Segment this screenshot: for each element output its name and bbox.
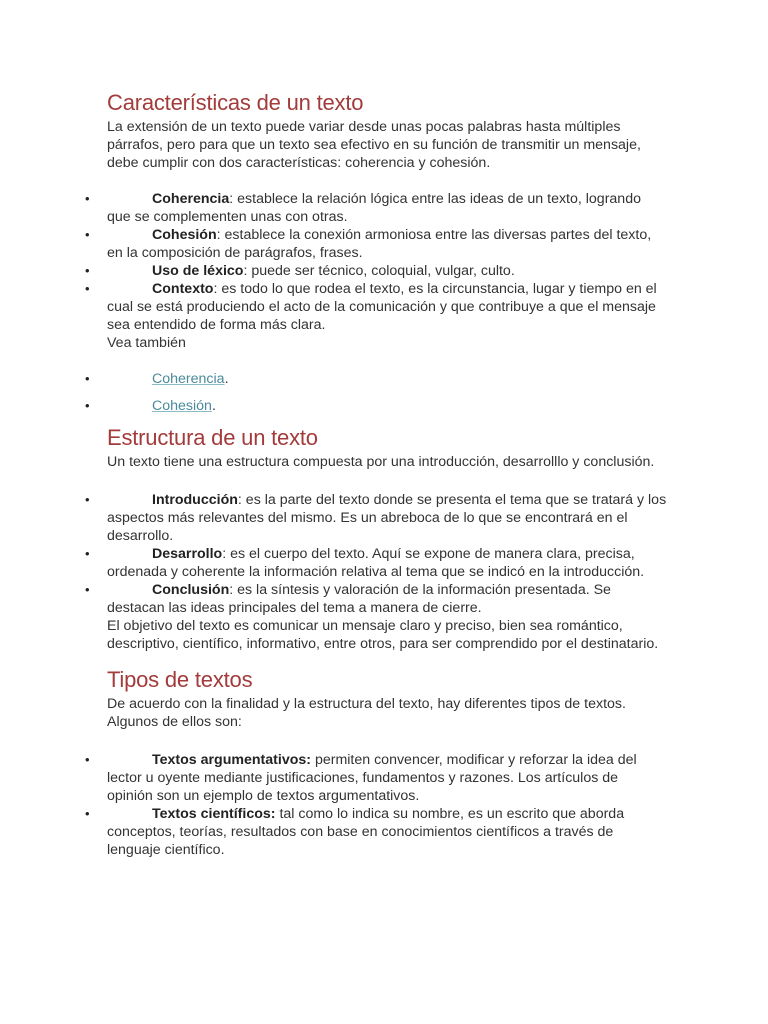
see-also-list — [85, 370, 667, 415]
structure-list — [85, 491, 667, 617]
list-item: • Introducción: es la parte del texto donde se presenta el tema que se tratará y los aspectos más relevantes del mismo. Es un abreboca de lo que se encontrará en el desarrollo. — [85, 492, 667, 544]
list-item: • Textos científicos: tal como lo indica su nombre, es un escrito que aborda conceptos, teorías, resultados con base en conocimientos científicos a través de lenguaje científico. — [85, 806, 625, 858]
bullet-icon: • — [85, 752, 90, 767]
document-page — [85, 88, 667, 859]
section-title-caracteristicas: Características de un texto — [107, 90, 364, 115]
link-coherencia[interactable]: Coherencia — [152, 371, 225, 387]
bullet-icon: • — [85, 582, 90, 597]
list-item: • Conclusión: es la síntesis y valoración de la información presentada. Se destacan las ideas principales del tema a manera de cierre. — [85, 582, 611, 616]
types-list — [85, 751, 667, 859]
bullet-icon: • — [85, 398, 90, 413]
see-also-label: Vea también — [107, 335, 186, 351]
section-intro: De acuerdo con la finalidad y la estructura del texto, hay diferentes tipos de textos. Algunos de ellos son: — [107, 696, 626, 730]
section-intro: Un texto tiene una estructura compuesta por una introducción, desarrolllo y conclusión. — [107, 454, 655, 470]
characteristics-list — [85, 190, 667, 334]
bullet-icon: • — [85, 371, 90, 386]
list-item: • Coherencia: establece la relación lógica entre las ideas de un texto, logrando que se complementen unas con otras. — [85, 191, 641, 225]
list-item: • Cohesión: establece la conexión armoniosa entre las diversas partes del texto, en la composición de parágrafos, frases. — [85, 227, 652, 261]
bullet-icon: • — [85, 263, 90, 278]
list-item: • Textos argumentativos: permiten convencer, modificar y reforzar la idea del lector u oyente mediante justificaciones, fundamentos y razones. Los artículos de opinión son un ejemplo de textos argumentativos. — [85, 752, 637, 804]
section-intro: La extensión de un texto puede variar desde unas pocas palabras hasta múltiples párrafos, pero para que un texto sea efectivo en su función de transmitir un mensaje, debe cumplir con dos características: coherencia y cohesión. — [107, 119, 641, 171]
list-item: • Cohesión. — [85, 398, 216, 414]
list-item: • Coherencia. — [85, 371, 229, 387]
closing-paragraph: El objetivo del texto es comunicar un mensaje claro y preciso, bien sea romántico, descriptivo, científico, informativo, entre otros, para ser comprendido por el destinatario. — [107, 618, 659, 652]
list-item: • Desarrollo: es el cuerpo del texto. Aquí se expone de manera clara, precisa, ordenada y coherente la información relativa al tema que se indicó en la introducción. — [85, 546, 645, 580]
bullet-icon: • — [85, 546, 90, 561]
bullet-icon: • — [85, 227, 90, 242]
link-cohesion[interactable]: Cohesión — [152, 398, 212, 414]
bullet-icon: • — [85, 281, 90, 296]
list-item: • Uso de léxico: puede ser técnico, coloquial, vulgar, culto. — [85, 263, 515, 279]
bullet-icon: • — [85, 492, 90, 507]
section-title-estructura: Estructura de un texto — [107, 425, 318, 450]
section-title-tipos: Tipos de textos — [107, 667, 253, 692]
list-item: • Contexto: es todo lo que rodea el texto, es la circunstancia, lugar y tiempo en el cual se está produciendo el acto de la comunicación y que contribuye a que el mensaje sea entendido de forma más clara. — [85, 281, 657, 333]
bullet-icon: • — [85, 191, 90, 206]
bullet-icon: • — [85, 806, 90, 821]
